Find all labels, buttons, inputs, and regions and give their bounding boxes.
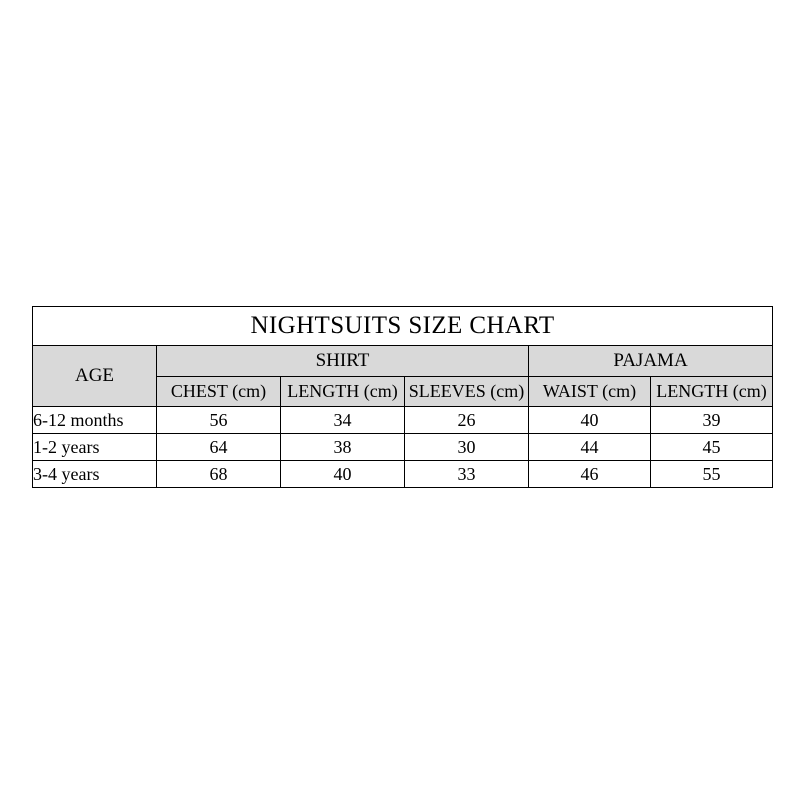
size-chart-container <box>32 306 772 488</box>
column-header-shirt-length: LENGTH (cm) <box>281 377 405 407</box>
cell-shirt-length: 38 <box>281 434 405 461</box>
cell-age: 1-2 years <box>33 434 157 461</box>
cell-chest: 56 <box>157 407 281 434</box>
cell-pajama-length: 55 <box>651 461 773 488</box>
column-header-pajama-length: LENGTH (cm) <box>651 377 773 407</box>
chart-title: NIGHTSUITS SIZE CHART <box>33 307 773 346</box>
group-header-row <box>33 346 773 377</box>
cell-waist: 44 <box>529 434 651 461</box>
cell-shirt-length: 34 <box>281 407 405 434</box>
cell-pajama-length: 45 <box>651 434 773 461</box>
column-header-sleeves: SLEEVES (cm) <box>405 377 529 407</box>
cell-pajama-length: 39 <box>651 407 773 434</box>
group-header-pajama: PAJAMA <box>529 346 773 377</box>
cell-sleeves: 30 <box>405 434 529 461</box>
group-header-shirt: SHIRT <box>157 346 529 377</box>
column-header-age: AGE <box>33 346 157 407</box>
cell-chest: 64 <box>157 434 281 461</box>
cell-age: 6-12 months <box>33 407 157 434</box>
cell-waist: 46 <box>529 461 651 488</box>
column-header-chest: CHEST (cm) <box>157 377 281 407</box>
cell-sleeves: 26 <box>405 407 529 434</box>
nightsuits-size-chart-table <box>32 306 773 488</box>
cell-waist: 40 <box>529 407 651 434</box>
table-row <box>33 407 773 434</box>
table-title-row <box>33 307 773 346</box>
column-header-waist: WAIST (cm) <box>529 377 651 407</box>
cell-shirt-length: 40 <box>281 461 405 488</box>
table-row <box>33 434 773 461</box>
cell-sleeves: 33 <box>405 461 529 488</box>
cell-age: 3-4 years <box>33 461 157 488</box>
table-row <box>33 461 773 488</box>
cell-chest: 68 <box>157 461 281 488</box>
